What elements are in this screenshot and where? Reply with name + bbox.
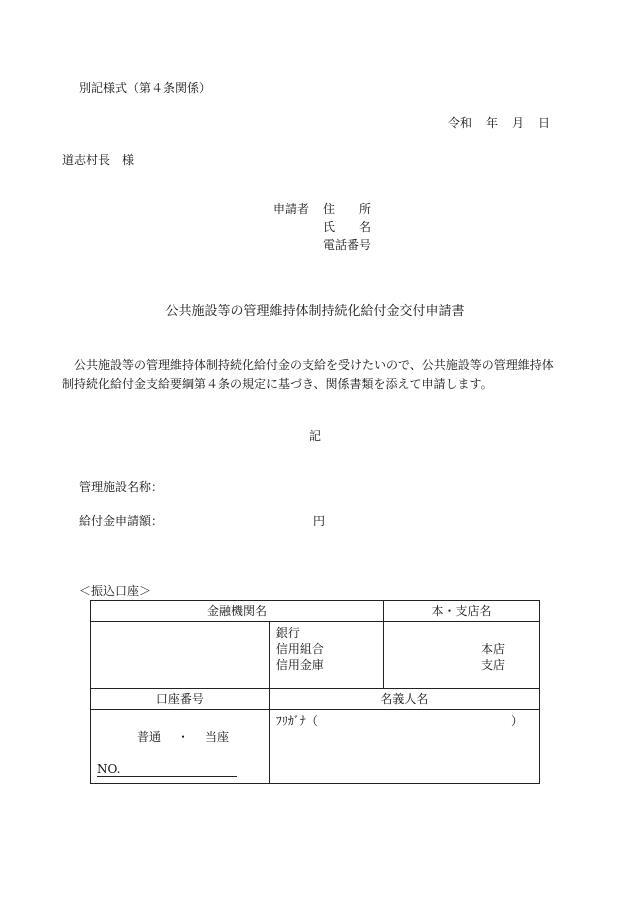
date-line bbox=[448, 115, 550, 131]
bank-section-heading: ＜振込口座＞ bbox=[79, 584, 152, 598]
holder-name-cell bbox=[269, 710, 539, 784]
account-type-regular: 普通 bbox=[137, 730, 162, 744]
account-type-cell bbox=[91, 710, 270, 784]
document-title: 公共施設等の管理維持体制持続化給付金交付申請書 bbox=[165, 304, 465, 319]
bank-type-credit-union: 信用組合 bbox=[275, 642, 324, 656]
header-holder-name: 名義人名 bbox=[269, 689, 539, 710]
institution-name-field bbox=[91, 622, 270, 689]
form-number: 別記様式（第４条関係） bbox=[79, 81, 212, 95]
ki-heading: 記 bbox=[308, 429, 321, 443]
applicant-address-label: 住 所 bbox=[323, 202, 372, 216]
branch-type-main: 本店 bbox=[480, 642, 505, 656]
applicant-block bbox=[273, 201, 375, 255]
header-account-number: 口座番号 bbox=[91, 689, 270, 710]
bank-type-bank: 銀行 bbox=[275, 626, 300, 640]
applicant-phone-label: 電話番号 bbox=[323, 238, 372, 252]
branch-type-branch: 支店 bbox=[480, 658, 505, 672]
amount-unit: 円 bbox=[313, 514, 326, 528]
bank-account-table bbox=[90, 600, 540, 784]
addressee: 道志村長 様 bbox=[62, 153, 135, 167]
facility-name-label: 管理施設名称： bbox=[79, 480, 164, 494]
applicant-role: 申請者 bbox=[273, 202, 310, 216]
body-text: 公共施設等の管理維持体制持続化給付金の支給を受けたいので、公共施設等の管理維持体制持続化給付金支給要綱第４条の規定に基づき、関係書類を添えて申請します。 bbox=[62, 358, 554, 391]
header-branch: 本・支店名 bbox=[384, 601, 540, 622]
date-day: 日 bbox=[538, 116, 551, 130]
branch-type-list bbox=[384, 622, 540, 689]
account-number-field: NO. bbox=[97, 762, 237, 777]
account-type-separator: ・ bbox=[177, 730, 190, 744]
account-type-checking: 当座 bbox=[205, 730, 230, 744]
furigana-label: ﾌﾘｶﾞﾅ（ bbox=[275, 714, 318, 728]
applicant-name-label: 氏 名 bbox=[323, 220, 372, 234]
date-year: 年 bbox=[486, 116, 499, 130]
date-month: 月 bbox=[512, 116, 525, 130]
furigana-close: ） bbox=[510, 714, 523, 728]
bank-type-shinkin: 信用金庫 bbox=[275, 658, 324, 672]
amount-label: 給付金申請額： bbox=[79, 514, 164, 528]
header-institution: 金融機関名 bbox=[91, 601, 384, 622]
date-era: 令和 bbox=[448, 116, 473, 130]
bank-type-list bbox=[269, 622, 383, 689]
